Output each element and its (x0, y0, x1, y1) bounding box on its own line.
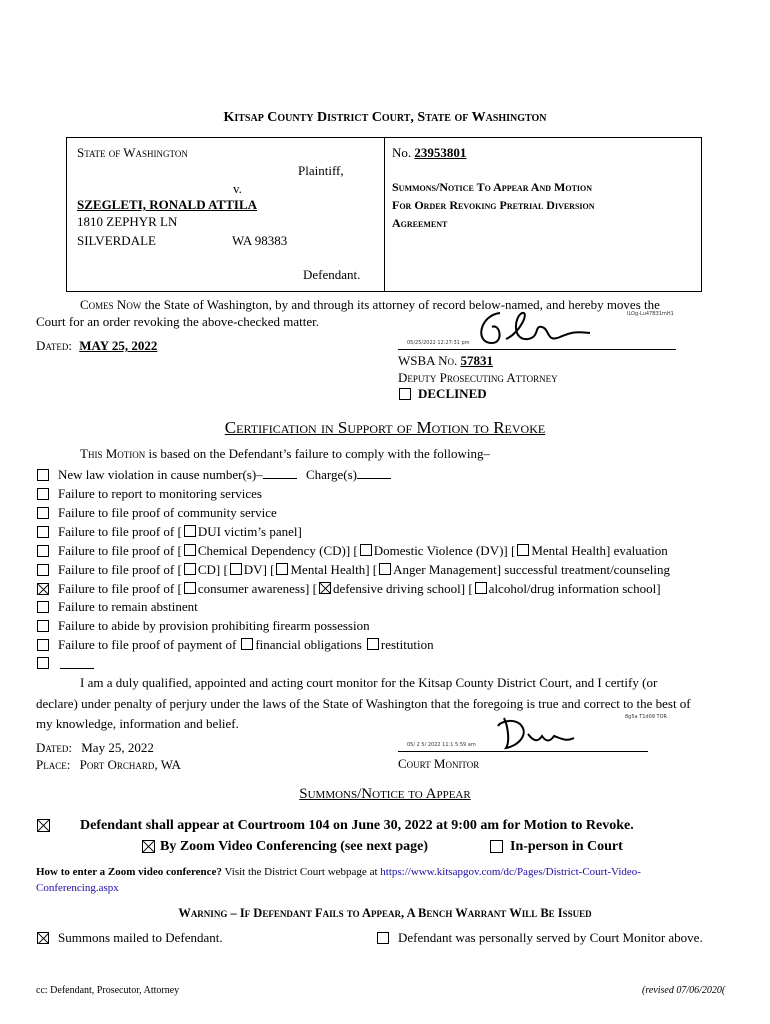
certification-dated-value: May 25, 2022 (81, 740, 154, 755)
zoom-howto-text: Visit the District Court webpage at (221, 866, 381, 878)
eval-cd-label: Chemical Dependency (CD)] [ (197, 543, 358, 558)
dui-panel-option-label: DUI victim’s panel] (197, 524, 302, 539)
court-monitor-signature-timestamp: 05/ 2 5/ 2022 11:1 5:59 am (407, 742, 476, 748)
treat-dv-checkbox[interactable] (230, 563, 242, 575)
new-law-label: New law violation in cause number(s)– (58, 467, 263, 482)
other-checkbox[interactable] (37, 657, 49, 669)
certification-dated (36, 740, 154, 756)
community-item: Failure to file proof of community service (58, 505, 277, 520)
defensive-driving-label: defensive driving school] [ (332, 581, 473, 596)
eval-mh-checkbox[interactable] (517, 544, 529, 556)
consumer-awareness-checkbox[interactable] (184, 582, 196, 594)
zoom-howto (36, 866, 641, 878)
court-title: Kitsap County District Court, State of Washington (223, 110, 547, 125)
treat-anger-checkbox[interactable] (379, 563, 391, 575)
financial-obligations-label: financial obligations (255, 637, 362, 652)
case-number-label: No. (392, 145, 412, 160)
prosecutor-signature-timestamp: 05/25/2022 12:27:31 pm (407, 340, 470, 346)
defendant-address-line1: 1810 ZEPHYR LN (77, 214, 178, 229)
served-label: Defendant was personally served by Court Monitor above. (398, 930, 703, 945)
eval-mh-label: Mental Health] evaluation (531, 543, 668, 558)
wsba-value: 57831 (460, 353, 493, 368)
certification-intro-rest: is based on the Defendant’s failure to comply with the following– (145, 446, 491, 461)
school-prefix: Failure to file proof of [ (58, 581, 182, 596)
evaluation-checkbox[interactable] (37, 545, 49, 557)
declined-label: DECLINED (418, 386, 487, 401)
motion-line1: the State of Washington, by and through its attorney of record below-named, and hereby moves the (141, 297, 660, 312)
community-checkbox[interactable] (37, 507, 49, 519)
defendant-city: SILVERDALE (77, 233, 156, 248)
certification-dated-label: Dated: (36, 740, 72, 755)
alcohol-drug-school-checkbox[interactable] (475, 582, 487, 594)
certification-place (36, 757, 181, 773)
treat-cd-label: CD] [ (197, 562, 228, 577)
school-item (58, 581, 661, 597)
case-number-value: 23953801 (414, 145, 467, 160)
summons-title: Summons/Notice to Appear (299, 786, 471, 802)
charge-label: Charge(s) (305, 467, 357, 482)
eval-dv-label: Domestic Violence (DV)] [ (373, 543, 516, 558)
served-checkbox[interactable] (377, 932, 389, 944)
in-person-label: In-person in Court (510, 839, 623, 854)
prosecutor-signature-id: ILOg-Lu47B31mH1 (627, 311, 674, 317)
in-person-checkbox[interactable] (490, 840, 503, 853)
firearm-checkbox[interactable] (37, 620, 49, 632)
court-monitor-signature-line (398, 751, 648, 752)
treat-mh-checkbox[interactable] (276, 563, 288, 575)
wsba-label: WSBA No. (398, 353, 458, 368)
certification-intro (80, 446, 490, 462)
motion-text-line2: Court for an order revoking the above-checked matter. (36, 314, 319, 329)
dui-panel-item (58, 524, 302, 540)
attorney-title: Deputy Prosecuting Attorney (398, 370, 558, 385)
declaration-line1: I am a duly qualified, appointed and acting court monitor for the Kitsap County District Court, and I certify (or (80, 675, 658, 690)
certification-place-value: Port Orchard, WA (79, 757, 181, 772)
zoom-howto-question: How to enter a Zoom video conference? (36, 866, 222, 878)
zoom-link-line2 (36, 882, 119, 894)
payment-checkbox[interactable] (37, 639, 49, 651)
new-law-item (58, 467, 391, 483)
restitution-checkbox[interactable] (367, 638, 379, 650)
evaluation-prefix: Failure to file proof of [ (58, 543, 182, 558)
warning-text: Warning – If Defendant Fails to Appear, A Bench Warrant Will Be Issued (178, 906, 592, 920)
restitution-label: restitution (380, 637, 434, 652)
versus-text: v. (233, 181, 242, 196)
appear-text: Defendant shall appear at Courtroom 104 on June 30, 2022 at 9:00 am for Motion to Revoke. (80, 818, 634, 833)
financial-obligations-checkbox[interactable] (241, 638, 253, 650)
consumer-awareness-label: consumer awareness] [ (197, 581, 317, 596)
motion-dated-label: Dated: (36, 338, 72, 353)
treatment-checkbox[interactable] (37, 564, 49, 576)
evaluation-item (58, 543, 668, 559)
cause-number-blank (263, 467, 297, 479)
declined-checkbox[interactable] (399, 388, 411, 400)
dui-panel-option-checkbox[interactable] (184, 525, 196, 537)
defendant-label: Defendant. (303, 267, 361, 282)
zoom-link-part1[interactable]: https://www.kitsapgov.com/dc/Pages/District-Court-Video- (380, 866, 641, 878)
declaration-line2: declare) under penalty of perjury under the laws of the State of Washington that the foregoing is true and correct to the best of (36, 696, 691, 711)
mailed-label: Summons mailed to Defendant. (58, 930, 223, 945)
motion-dated (36, 338, 157, 354)
motion-dated-value: MAY 25, 2022 (79, 338, 158, 353)
zoom-label: By Zoom Video Conferencing (see next page) (160, 839, 429, 854)
plaintiff-name: State of Washington (77, 145, 188, 160)
abstinent-checkbox[interactable] (37, 601, 49, 613)
certification-title: Certification in Support of Motion to Revoke (224, 418, 546, 437)
defensive-driving-checkbox[interactable] (319, 582, 331, 594)
charge-blank (357, 467, 391, 479)
certification-intro-lead: This Motion (80, 446, 146, 461)
zoom-link-part2[interactable]: Conferencing.aspx (36, 882, 119, 894)
new-law-checkbox[interactable] (37, 469, 49, 481)
school-checkbox[interactable] (37, 583, 49, 595)
abstinent-item: Failure to remain abstinent (58, 599, 198, 614)
treat-anger-label: Anger Management] successful treatment/counseling (393, 562, 671, 577)
plaintiff-label: Plaintiff, (298, 163, 344, 178)
mailed-checkbox[interactable] (37, 932, 49, 944)
prosecutor-signature-line (398, 349, 676, 350)
dui-panel-prefix: Failure to file proof of [ (58, 524, 182, 539)
caption-divider (384, 137, 385, 292)
defendant-state-zip: WA 98383 (232, 233, 288, 248)
report-checkbox[interactable] (37, 488, 49, 500)
treat-mh-label: Mental Health] [ (290, 562, 378, 577)
certification-place-label: Place: (36, 757, 71, 772)
eval-cd-checkbox[interactable] (184, 544, 196, 556)
footer-cc: cc: Defendant, Prosecutor, Attorney (36, 985, 180, 996)
wsba-number (398, 353, 493, 369)
zoom-checkbox[interactable] (142, 840, 155, 853)
treat-dv-label: DV] [ (243, 562, 275, 577)
document-title-line2: For Order Revoking Pretrial Diversion (392, 198, 595, 212)
report-item: Failure to report to monitoring services (58, 486, 262, 501)
footer-revised: (revised 07/06/2020( (642, 985, 726, 996)
appear-checkbox[interactable] (37, 819, 50, 832)
firearm-item: Failure to abide by provision prohibiting firearm possession (58, 618, 370, 633)
treatment-item (58, 562, 670, 578)
treatment-prefix: Failure to file proof of [ (58, 562, 182, 577)
other-blank (60, 668, 94, 669)
dui-panel-checkbox[interactable] (37, 526, 49, 538)
motion-lead: Comes Now (80, 297, 142, 312)
treat-cd-checkbox[interactable] (184, 563, 196, 575)
defendant-name: SZEGLETI, RONALD ATTILA (77, 197, 258, 212)
court-monitor-signature (490, 712, 600, 752)
declaration-line3: my knowledge, information and belief. (36, 716, 239, 731)
payment-item (58, 637, 434, 653)
document-title-line1: Summons/Notice To Appear And Motion (392, 180, 593, 194)
court-monitor-title: Court Monitor (398, 756, 480, 771)
payment-prefix: Failure to file proof of payment of (58, 637, 237, 652)
prosecutor-signature (470, 303, 600, 351)
eval-dv-checkbox[interactable] (360, 544, 372, 556)
court-monitor-signature-id: 8g5a T1d09 TOR (625, 714, 668, 720)
case-number (392, 145, 466, 161)
alcohol-drug-school-label: alcohol/drug information school] (488, 581, 661, 596)
document-title-line3: Agreement (392, 216, 448, 230)
